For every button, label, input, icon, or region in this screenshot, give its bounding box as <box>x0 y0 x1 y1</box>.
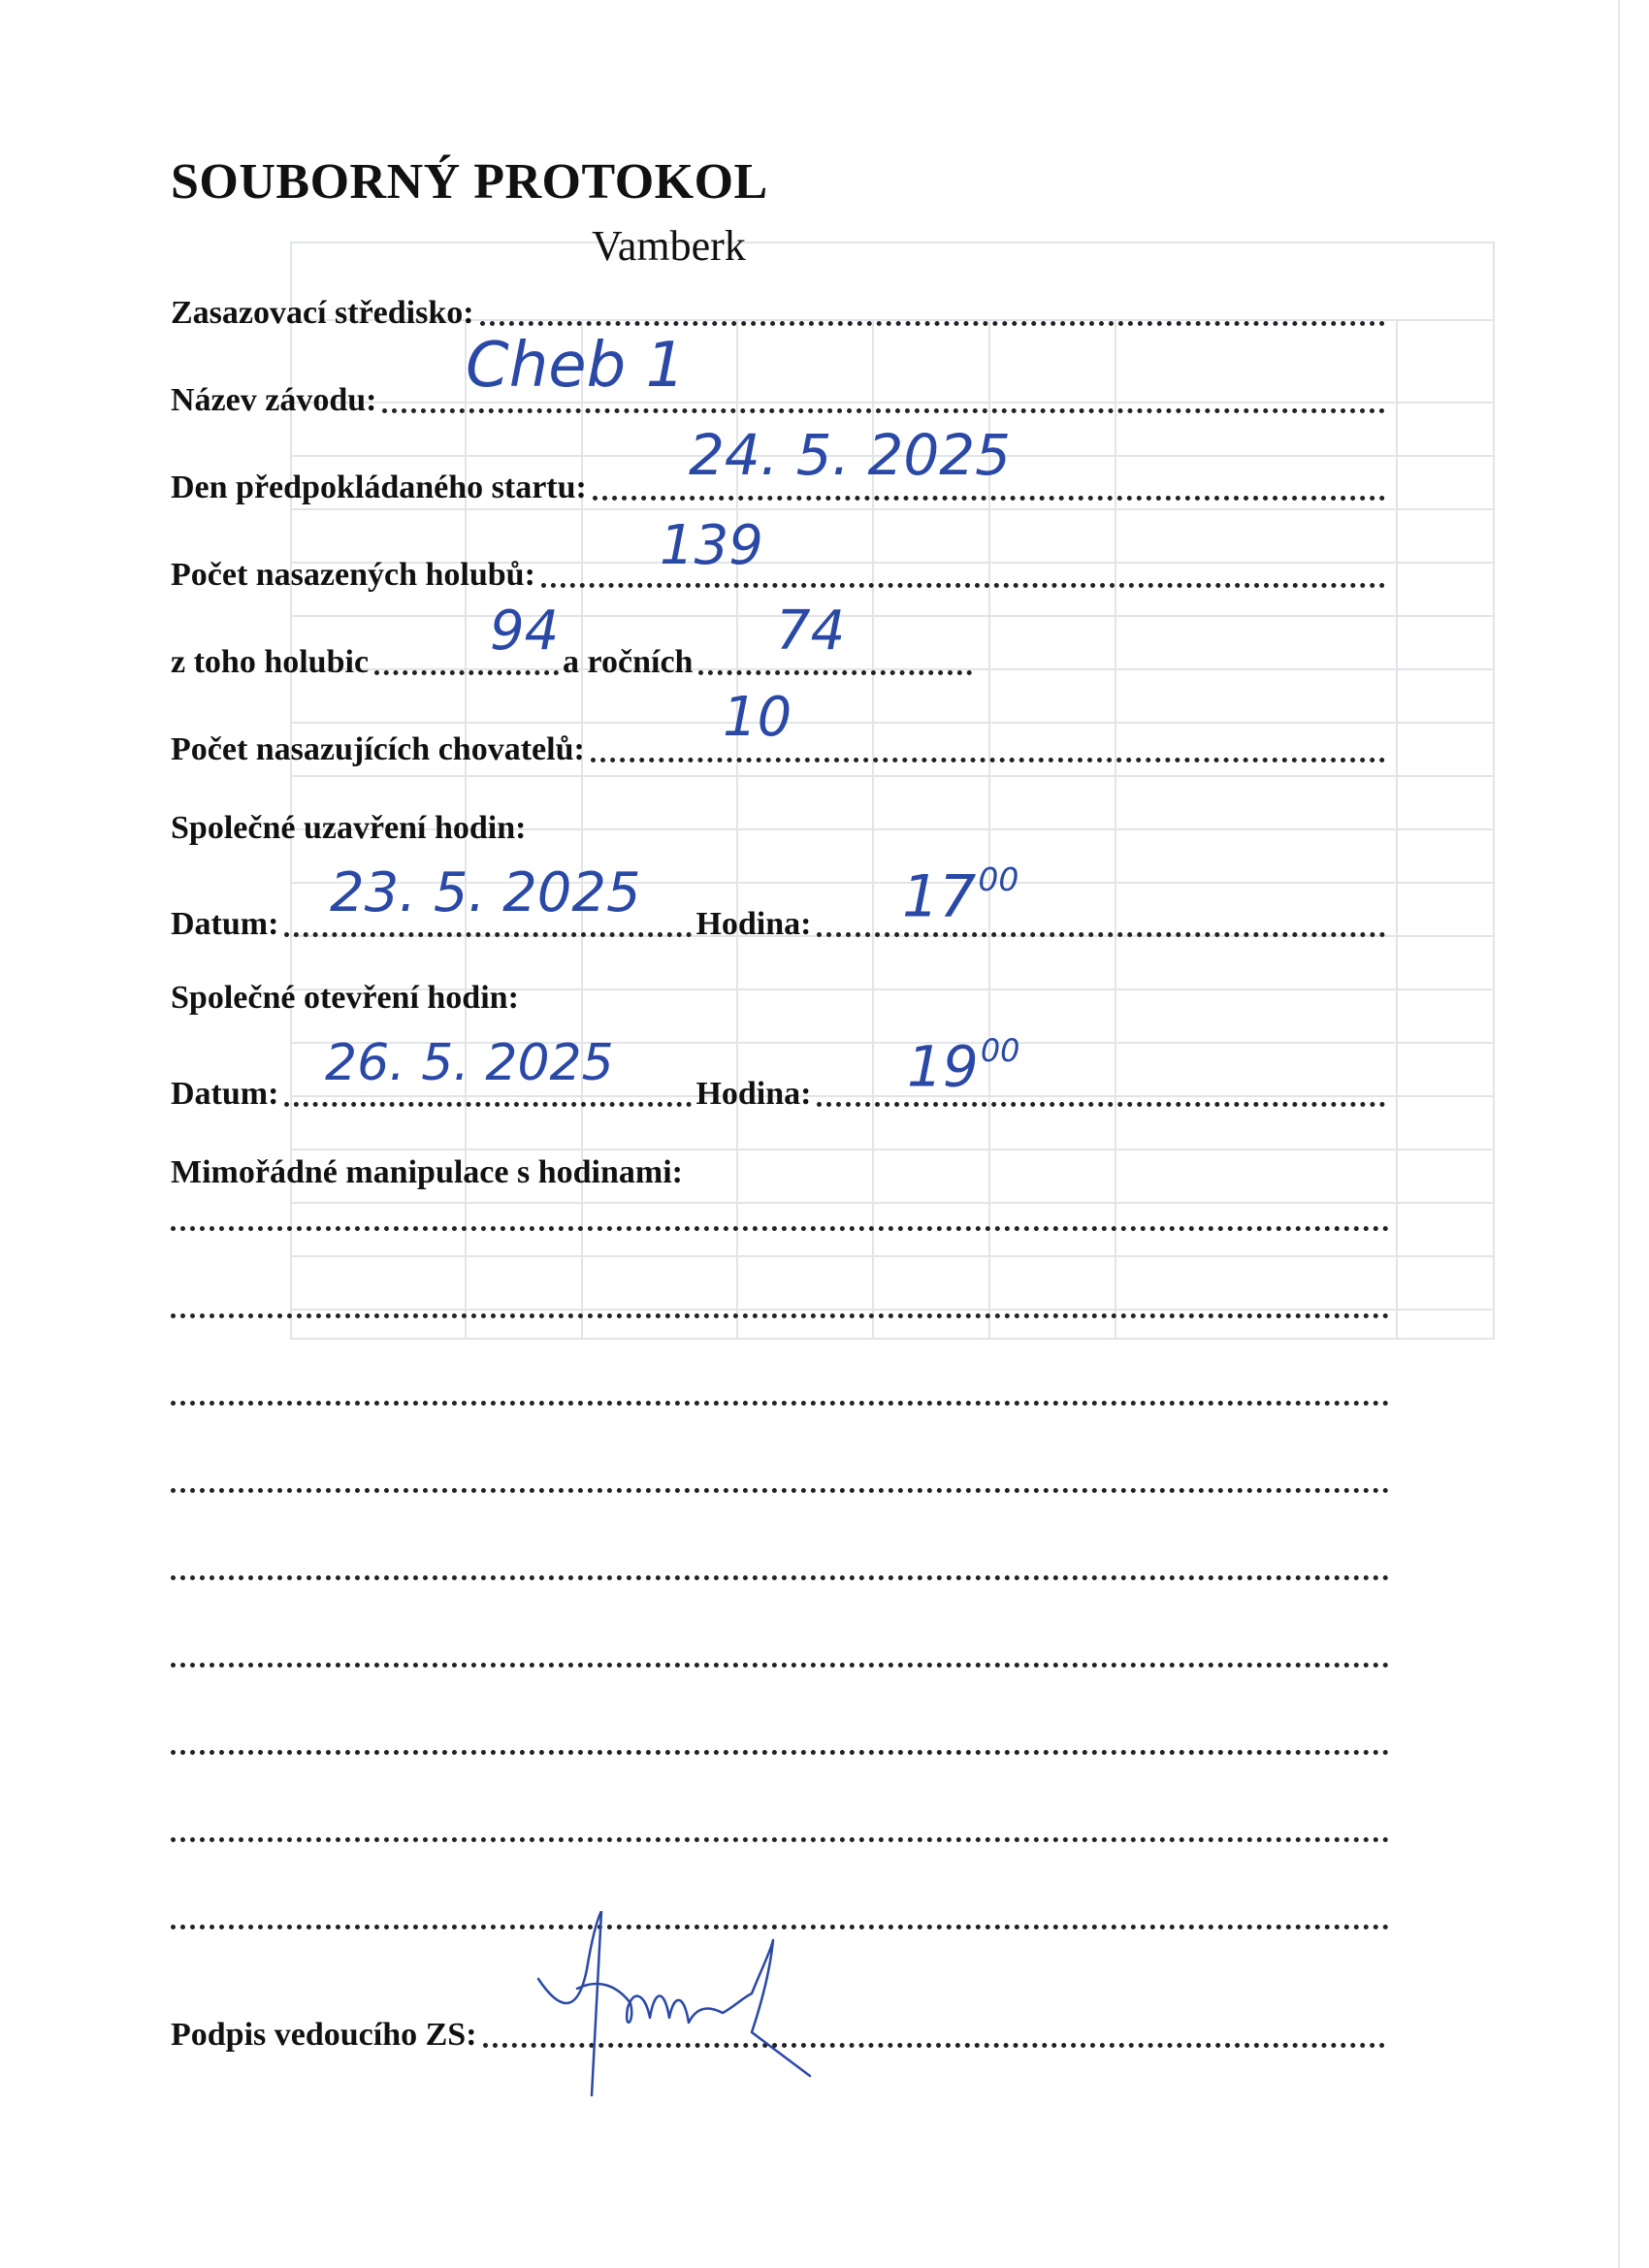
field-birds <box>171 543 1389 592</box>
closing-time-dots <box>817 931 1385 937</box>
young-dots <box>698 669 972 675</box>
breeders-label: Počet nasazujících chovatelů: <box>171 731 585 767</box>
birds-label: Počet nasazených holubů: <box>171 557 535 593</box>
start-label: Den předpokládaného startu: <box>171 470 587 505</box>
field-hens-young <box>171 631 976 679</box>
notes-line <box>171 1487 1389 1493</box>
notes-line <box>171 1662 1389 1668</box>
notes-line <box>171 1574 1389 1580</box>
hens-value: 94 <box>490 599 560 663</box>
opening-time-minutes: 00 <box>980 1032 1020 1069</box>
start-value: 24. 5. 2025 <box>689 422 1012 488</box>
race-dots <box>382 407 1385 413</box>
closing-date-dots <box>284 931 692 937</box>
birds-dots <box>541 582 1385 588</box>
center-label: Zasazovací středisko: <box>171 295 474 331</box>
birds-value: 139 <box>660 514 763 577</box>
notes-line <box>171 1749 1389 1755</box>
closing-date-label: Datum: <box>171 906 279 942</box>
opening-time-label: Hodina: <box>695 1076 812 1112</box>
field-center <box>171 281 1389 330</box>
hens-label: z toho holubic <box>171 644 370 680</box>
hens-dots <box>374 669 559 675</box>
page-edge-shadow <box>1618 0 1620 2268</box>
closing-date-value: 23. 5. 2025 <box>330 861 641 924</box>
center-dots <box>480 320 1385 326</box>
notes-section-label: Mimořádné manipulace s hodinami: <box>171 1154 683 1190</box>
notes-line <box>171 1312 1389 1318</box>
opening-date-label: Datum: <box>171 1076 279 1112</box>
opening-time-dots <box>817 1101 1385 1107</box>
notes-line <box>171 1225 1389 1231</box>
young-label: a ročních <box>563 644 694 680</box>
document-subtitle: Vamberk <box>592 222 746 270</box>
race-value: Cheb 1 <box>466 330 686 402</box>
opening-section-label: Společné otevření hodin: <box>171 980 519 1016</box>
breeders-value: 10 <box>723 686 792 749</box>
closing-time-minutes: 00 <box>978 860 1019 898</box>
opening-date-value: 26. 5. 2025 <box>325 1034 614 1092</box>
closing-section-label: Společné uzavření hodin: <box>171 810 527 846</box>
breeders-dots <box>591 757 1385 762</box>
signature-mark <box>519 1911 888 2105</box>
notes-line <box>171 1400 1389 1406</box>
opening-date-dots <box>284 1101 692 1107</box>
young-value: 74 <box>776 599 846 663</box>
closing-time-label: Hodina: <box>695 906 812 942</box>
start-dots <box>593 495 1385 501</box>
document-title: SOUBORNÝ PROTOKOL <box>171 154 768 210</box>
opening-time-value <box>907 1032 1020 1100</box>
signature-label: Podpis vedoucího ZS: <box>171 2017 477 2053</box>
field-race <box>171 369 1389 417</box>
opening-time-hour: 19 <box>907 1033 979 1100</box>
notes-line <box>171 1836 1389 1842</box>
closing-time-value <box>902 860 1019 931</box>
closing-time-hour: 17 <box>902 862 977 931</box>
race-label: Název závodu: <box>171 382 377 418</box>
